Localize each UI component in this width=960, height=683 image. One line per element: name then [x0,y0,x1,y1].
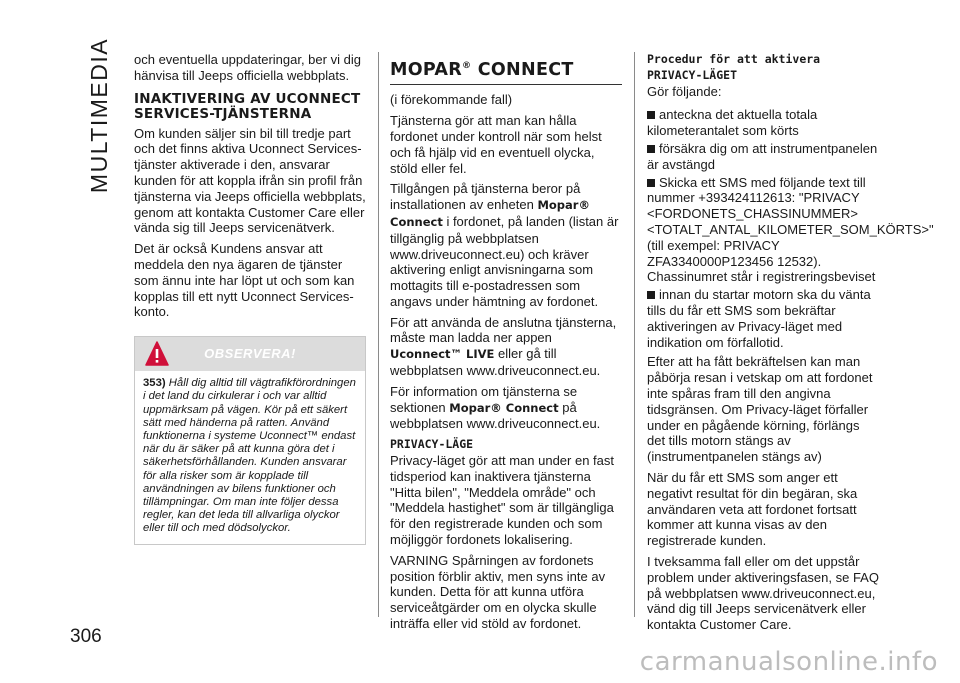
bullet-icon [647,145,655,153]
paragraph: Privacy-läget gör att man under en fast tidsperiod kan inaktivera tjänsterna "Hitta bilen", "Meddela område" och "Meddela hastighet" som är tillgängliga för den registrerade kunden och som möjliggör fordonets lokalisering. [390,453,615,548]
column-divider [634,52,635,617]
list-item: Skicka ett SMS med följande text till nummer +393424112613: "PRIVACY <FORDONETS_CHASSINUMMER> <TOTALT_ANTAL_KILOMETER_SOM_KÖRTS>" (till exempel: PRIVACY ZFA3340000P123456 12532). Chassinumret står i registreringsbeviset [647,174,934,285]
subheading: PRIVACY-LÄGE [390,437,474,452]
paragraph: Om kunden säljer sin bil till tredje part och det finns aktiva Uconnect Services-tjänster aktiverade i den, ansvarar kunden för att koppla ifrån sin profil från tjänsterna via Jeeps officiella webbplats, genom att kontakta Customer Care eller vända sig till Jeeps servicenätverk. [134,125,366,236]
paragraph: När du får ett SMS som anger ett negativt resultat för din begäran, ska användaren veta att fordonet fortsatt kommer att kunna visas av den registrerade kunden. [647,469,858,549]
notice-header [135,337,365,371]
notice-text: Håll dig alltid till vägtrafikförordningen i det land du cirkulerar i och var alltid uppmärksam på vägen. Kör på ett säkert sätt med händerna på ratten. Använd funktionerna i systeme Uconnect™ endast när du är säker på att kunna göra det i säkerhetsförhållanden. Kunden ansvarar för alla risker som är kopplade till användningen av bilens funktioner och tillämpningar. Om man inte följer dessa regler, kan det leda till allvarliga olyckor eller till och med dödsolyckor. [143,377,356,535]
bold-term: Uconnect™ LIVE [390,347,495,362]
paragraph: I tveksamma fall eller om det uppstår problem under aktiveringsfasen, se FAQ på webbplatsen www.driveuconnect.eu, vänd dig till Jeeps servicenätverk eller kontakta Customer Care. [647,553,879,633]
paragraph: Efter att ha fått bekräftelsen kan man påbörja resan i vetskap om att fordonet inte spåras fram till den angivna tidsgränsen. Om Privacy-läget förfaller under en pågående körning, förlängs det tills motorn stängs av (instrumentpanelen stängs av) [647,354,873,465]
notice-number: 353) [143,377,166,390]
bullet-icon [647,111,655,119]
notice-title: OBSERVERA! [204,346,296,362]
list-item: innan du startar motorn ska du vänta tills du får ett SMS som bekräftar aktiveringen av Privacy-läget med indikation om förfallotid. [647,287,871,350]
main-heading: MOPAR® CONNECT [390,59,574,80]
section-title-text: MULTIMEDIA [86,37,113,193]
notice-box [134,336,366,544]
notice-body [135,371,365,543]
warning-icon [145,341,169,367]
paragraph: och eventuella uppdateringar, ber vi dig hänvisa till Jeeps officiella webbplats. [134,52,361,83]
column-1 [134,52,366,545]
paragraph: Tillgången på tjänsterna beror på installationen av enheten Mopar® Connect i fordonet, på landen (listan är tillgänglig på webbplatsen www.driveuconnect.eu) och kräver aktivering enligt anvisningarna som mottagits till e-postadressen som angavs under hämtning av fordonet. [390,181,619,309]
paragraph: (i förekommande fall) [390,92,513,108]
bullet-icon [647,291,655,299]
column-2 [390,52,622,637]
section-heading: INAKTIVERING AV UCONNECT SERVICES-TJÄNSTERNA [134,90,361,122]
paragraph: För att använda de anslutna tjänsterna, måste man ladda ner appen Uconnect™ LIVE eller gå till webbplatsen www.driveuconnect.eu. [390,314,617,379]
heading-rule [390,84,622,86]
bold-term: Mopar® Connect [390,198,590,229]
procedure-heading: Procedur för att aktivera PRIVACY-LÄGET [647,52,821,82]
paragraph: Gör följande: [647,83,722,99]
paragraph: Det är också Kundens ansvar att meddela den nya ägaren de tjänster som ännu inte har löpt ut och som kan kopplas till ett nytt Uconnect Services-konto. [134,241,355,320]
bullet-icon [647,179,655,187]
section-title [80,37,120,193]
page-number: 306 [70,626,102,647]
column-3 [647,52,934,638]
paragraph: VARNING Spårningen av fordonets position förblir aktiv, men syns inte av kunden. Detta för att kunna utföra serviceåtgärder om en olycka skulle inträffa eller vid stöld av fordonet. [390,552,606,632]
list-item: anteckna det aktuella totala kilometerantalet som körts [647,107,818,139]
paragraph: För information om tjänsterna se sektionen Mopar® Connect på webbplatsen www.driveuconnect.eu. [390,383,601,432]
bold-term: Mopar® Connect [449,400,559,415]
list-item: försäkra dig om att instrumentpanelen är avstängd [647,140,878,172]
paragraph: Tjänsterna gör att man kan hålla fordonet under kontroll när som helst och få hjälp vid en eventuell olycka, stöld eller fel. [390,113,602,176]
watermark: carmanualsonline.info [639,647,938,677]
column-divider [378,52,379,617]
